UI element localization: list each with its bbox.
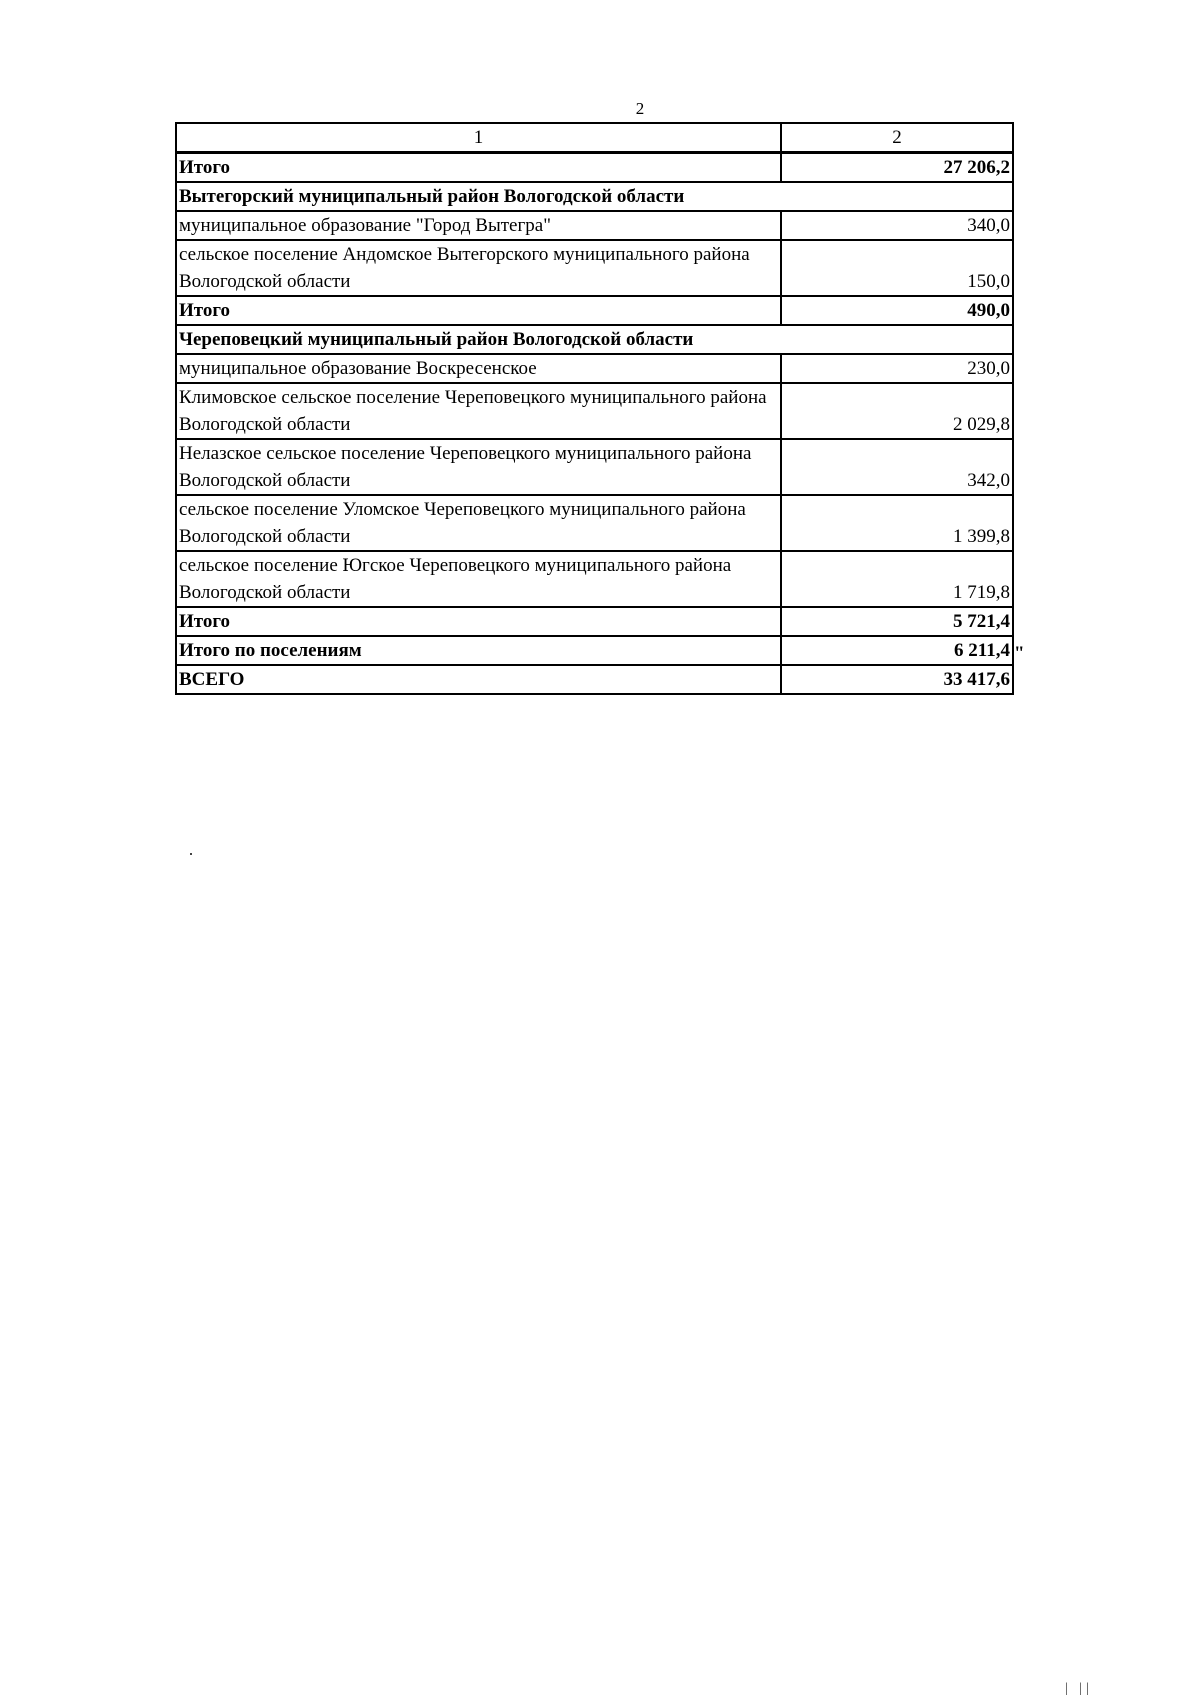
row-label: Итого <box>176 296 781 325</box>
row-label: муниципальное образование Воскресенское <box>176 354 781 383</box>
row-label: сельское поселение Уломское Череповецкого муниципального района Вологодской области <box>176 495 781 551</box>
row-label: Итого по поселениям <box>176 636 781 665</box>
row-value: 6 211,4 <box>781 636 1013 665</box>
section-title: Вытегорский муниципальный район Вологодской области <box>176 182 1013 211</box>
row-value: 150,0 <box>781 240 1013 296</box>
closing-quote: " <box>1014 643 1025 664</box>
row-label: Итого <box>176 153 781 183</box>
row-label: Итого <box>176 607 781 636</box>
row-label: сельское поселение Андомское Вытегорского муниципального района Вологодской области <box>176 240 781 296</box>
row-label: сельское поселение Югское Череповецкого муниципального района Вологодской области <box>176 551 781 607</box>
column-header-2: 2 <box>781 123 1013 153</box>
table-row <box>176 439 1013 495</box>
table-row <box>176 607 1013 636</box>
table-header-row <box>176 123 1013 153</box>
row-label: Нелазское сельское поселение Череповецкого муниципального района Вологодской области <box>176 439 781 495</box>
row-label: муниципальное образование "Город Вытегра" <box>176 211 781 240</box>
row-value: 1 719,8 <box>781 551 1013 607</box>
row-value: 5 721,4 <box>781 607 1013 636</box>
section-row <box>176 182 1013 211</box>
table-row <box>176 240 1013 296</box>
column-header-1: 1 <box>176 123 781 153</box>
grand-total-row <box>176 665 1013 694</box>
row-value: 27 206,2 <box>781 153 1013 183</box>
grand-total-label: ВСЕГО <box>176 665 781 694</box>
table-row <box>176 636 1013 665</box>
grand-total-value: 33 417,6 <box>781 665 1013 694</box>
table-row <box>176 383 1013 439</box>
table-row <box>176 495 1013 551</box>
table-row <box>176 153 1013 183</box>
table-row <box>176 551 1013 607</box>
scan-speck <box>190 853 192 855</box>
section-row <box>176 325 1013 354</box>
row-value: 342,0 <box>781 439 1013 495</box>
table-row <box>176 354 1013 383</box>
table-row <box>176 296 1013 325</box>
row-value: 490,0 <box>781 296 1013 325</box>
section-title: Череповецкий муниципальный район Вологодской области <box>176 325 1013 354</box>
row-value: 1 399,8 <box>781 495 1013 551</box>
row-label: Климовское сельское поселение Череповецкого муниципального района Вологодской области <box>176 383 781 439</box>
table-row <box>176 211 1013 240</box>
row-value: 230,0 <box>781 354 1013 383</box>
row-value: 340,0 <box>781 211 1013 240</box>
row-value: 2 029,8 <box>781 383 1013 439</box>
distribution-table <box>175 122 1014 695</box>
footer-marks: | || <box>1065 1681 1093 1696</box>
page-number: 2 <box>635 99 645 118</box>
